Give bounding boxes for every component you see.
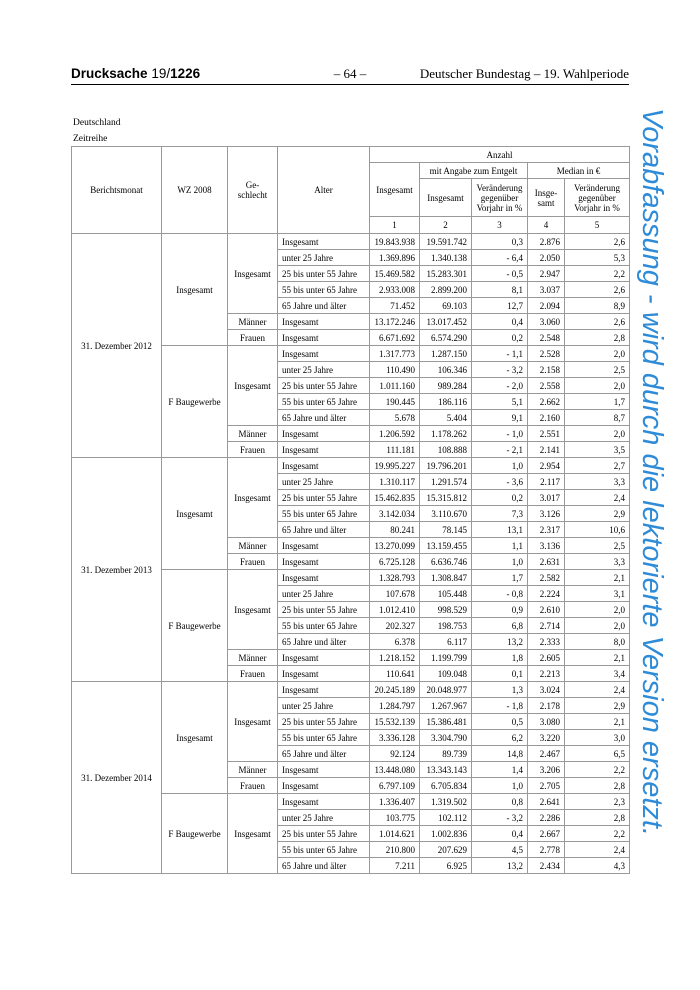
- value-cell: 2,2: [565, 762, 630, 778]
- value-cell: 14,8: [472, 746, 528, 762]
- value-cell: 1,7: [472, 570, 528, 586]
- value-cell: 2,8: [565, 810, 630, 826]
- value-cell: 2,9: [565, 698, 630, 714]
- gender-cell: Frauen: [228, 554, 278, 570]
- value-cell: 0,9: [472, 602, 528, 618]
- value-cell: 15.386.481: [420, 714, 472, 730]
- age-cell: Insgesamt: [278, 794, 370, 810]
- value-cell: 13.017.452: [420, 314, 472, 330]
- value-cell: 8,0: [565, 634, 630, 650]
- value-cell: 3.060: [528, 314, 565, 330]
- value-cell: 2.705: [528, 778, 565, 794]
- value-cell: 1.012.410: [370, 602, 420, 618]
- value-cell: 1.218.152: [370, 650, 420, 666]
- value-cell: - 0,8: [472, 586, 528, 602]
- value-cell: 103.775: [370, 810, 420, 826]
- value-cell: 3.110.670: [420, 506, 472, 522]
- value-cell: 5,3: [565, 250, 630, 266]
- gender-cell: Insgesamt: [228, 458, 278, 538]
- value-cell: 2.899.200: [420, 282, 472, 298]
- value-cell: 3.304.790: [420, 730, 472, 746]
- age-cell: 55 bis unter 65 Jahre: [278, 394, 370, 410]
- gender-cell: Insgesamt: [228, 234, 278, 314]
- value-cell: 109.048: [420, 666, 472, 682]
- value-cell: 1.291.574: [420, 474, 472, 490]
- value-cell: 2.434: [528, 858, 565, 874]
- age-cell: 65 Jahre und älter: [278, 634, 370, 650]
- value-cell: 207.629: [420, 842, 472, 858]
- age-cell: unter 25 Jahre: [278, 362, 370, 378]
- age-cell: 65 Jahre und älter: [278, 746, 370, 762]
- value-cell: 2,0: [565, 426, 630, 442]
- value-cell: 2.224: [528, 586, 565, 602]
- region-caption: Deutschland: [73, 118, 121, 128]
- value-cell: 6,5: [565, 746, 630, 762]
- col-number: 5: [565, 217, 630, 234]
- value-cell: 6.705.834: [420, 778, 472, 794]
- value-cell: 6.671.692: [370, 330, 420, 346]
- value-cell: 107.678: [370, 586, 420, 602]
- value-cell: 6.574.290: [420, 330, 472, 346]
- col-header-change1: Veränderung gegenüber Vorjahr in %: [472, 179, 528, 217]
- value-cell: 1.178.262: [420, 426, 472, 442]
- value-cell: 3.136: [528, 538, 565, 554]
- value-cell: 1.014.621: [370, 826, 420, 842]
- gender-cell: Männer: [228, 426, 278, 442]
- value-cell: 7,3: [472, 506, 528, 522]
- value-cell: 2.778: [528, 842, 565, 858]
- value-cell: 3.080: [528, 714, 565, 730]
- value-cell: 5,1: [472, 394, 528, 410]
- value-cell: 6.797.109: [370, 778, 420, 794]
- value-cell: 2.667: [528, 826, 565, 842]
- value-cell: 2.954: [528, 458, 565, 474]
- value-cell: 89.739: [420, 746, 472, 762]
- age-cell: 65 Jahre und älter: [278, 410, 370, 426]
- watermark-text: Vorabfassung - wird durch die lektorierte Version ersetzt.: [636, 108, 668, 837]
- value-cell: 13.448.080: [370, 762, 420, 778]
- value-cell: 6.725.128: [370, 554, 420, 570]
- gender-cell: Frauen: [228, 442, 278, 458]
- age-cell: Insgesamt: [278, 650, 370, 666]
- value-cell: 19.995.227: [370, 458, 420, 474]
- value-cell: 1.284.797: [370, 698, 420, 714]
- value-cell: 2.528: [528, 346, 565, 362]
- value-cell: 1.206.592: [370, 426, 420, 442]
- value-cell: 2,6: [565, 234, 630, 250]
- age-cell: Insgesamt: [278, 682, 370, 698]
- value-cell: 198.753: [420, 618, 472, 634]
- age-cell: Insgesamt: [278, 554, 370, 570]
- value-cell: 15.532.139: [370, 714, 420, 730]
- value-cell: 0,8: [472, 794, 528, 810]
- value-cell: 2.605: [528, 650, 565, 666]
- value-cell: 2,5: [565, 362, 630, 378]
- value-cell: 5.678: [370, 410, 420, 426]
- value-cell: 15.315.812: [420, 490, 472, 506]
- value-cell: 998.529: [420, 602, 472, 618]
- value-cell: 8,9: [565, 298, 630, 314]
- value-cell: 3,5: [565, 442, 630, 458]
- value-cell: 6.925: [420, 858, 472, 874]
- gender-cell: Frauen: [228, 330, 278, 346]
- age-cell: 55 bis unter 65 Jahre: [278, 282, 370, 298]
- table-body: [72, 234, 630, 874]
- value-cell: 1,1: [472, 538, 528, 554]
- value-cell: 2.178: [528, 698, 565, 714]
- value-cell: 0,2: [472, 330, 528, 346]
- value-cell: 102.112: [420, 810, 472, 826]
- age-cell: Insgesamt: [278, 234, 370, 250]
- value-cell: 6.636.746: [420, 554, 472, 570]
- value-cell: 2,0: [565, 346, 630, 362]
- value-cell: 2,0: [565, 618, 630, 634]
- value-cell: 1.308.847: [420, 570, 472, 586]
- value-cell: 1.011.160: [370, 378, 420, 394]
- age-cell: 25 bis unter 55 Jahre: [278, 266, 370, 282]
- value-cell: 190.445: [370, 394, 420, 410]
- value-cell: 8,1: [472, 282, 528, 298]
- gender-cell: Frauen: [228, 778, 278, 794]
- age-cell: Insgesamt: [278, 570, 370, 586]
- col-number: 4: [528, 217, 565, 234]
- value-cell: 3,3: [565, 554, 630, 570]
- gender-cell: Männer: [228, 762, 278, 778]
- value-cell: 108.888: [420, 442, 472, 458]
- gender-cell: Männer: [228, 650, 278, 666]
- month-cell: 31. Dezember 2014: [72, 682, 162, 874]
- age-cell: unter 25 Jahre: [278, 250, 370, 266]
- value-cell: 1,3: [472, 682, 528, 698]
- value-cell: 1,7: [565, 394, 630, 410]
- gender-cell: Insgesamt: [228, 794, 278, 874]
- age-cell: Insgesamt: [278, 314, 370, 330]
- table-header: [72, 147, 630, 234]
- value-cell: 15.469.582: [370, 266, 420, 282]
- value-cell: 3.126: [528, 506, 565, 522]
- age-cell: 55 bis unter 65 Jahre: [278, 730, 370, 746]
- value-cell: 3.024: [528, 682, 565, 698]
- value-cell: 1.340.138: [420, 250, 472, 266]
- age-cell: Insgesamt: [278, 778, 370, 794]
- value-cell: 989.284: [420, 378, 472, 394]
- col-header-insgesamt-short: Insge- samt: [528, 179, 565, 217]
- month-cell: 31. Dezember 2013: [72, 458, 162, 682]
- value-cell: 13,2: [472, 634, 528, 650]
- value-cell: 2,9: [565, 506, 630, 522]
- value-cell: 1.199.799: [420, 650, 472, 666]
- value-cell: 1.002.836: [420, 826, 472, 842]
- value-cell: 9,1: [472, 410, 528, 426]
- value-cell: 2.610: [528, 602, 565, 618]
- value-cell: 2.050: [528, 250, 565, 266]
- gender-cell: Männer: [228, 538, 278, 554]
- table-row: [72, 458, 630, 474]
- value-cell: 13,1: [472, 522, 528, 538]
- publisher: Deutscher Bundestag – 19. Wahlperiode: [419, 66, 629, 81]
- col-header-gender: Ge- schlecht: [228, 147, 278, 234]
- value-cell: 2.551: [528, 426, 565, 442]
- value-cell: 2,8: [565, 778, 630, 794]
- value-cell: 1,0: [472, 778, 528, 794]
- age-cell: 25 bis unter 55 Jahre: [278, 378, 370, 394]
- value-cell: 2,3: [565, 794, 630, 810]
- age-cell: Insgesamt: [278, 330, 370, 346]
- value-cell: 0,4: [472, 314, 528, 330]
- wz-cell: Insgesamt: [162, 234, 228, 346]
- value-cell: 1.287.150: [420, 346, 472, 362]
- value-cell: 2,6: [565, 282, 630, 298]
- col-header-change2: Veränderung gegenüber Vorjahr in %: [565, 179, 630, 217]
- age-cell: 55 bis unter 65 Jahre: [278, 842, 370, 858]
- value-cell: 2,5: [565, 538, 630, 554]
- age-cell: 25 bis unter 55 Jahre: [278, 602, 370, 618]
- value-cell: 3,0: [565, 730, 630, 746]
- value-cell: 202.327: [370, 618, 420, 634]
- age-cell: Insgesamt: [278, 426, 370, 442]
- value-cell: 15.283.301: [420, 266, 472, 282]
- gender-cell: Insgesamt: [228, 346, 278, 426]
- value-cell: 19.591.742: [420, 234, 472, 250]
- col-number: 1: [370, 217, 420, 234]
- value-cell: 2.548: [528, 330, 565, 346]
- data-table: [71, 146, 630, 874]
- wz-cell: F Baugewerbe: [162, 346, 228, 458]
- value-cell: 13.159.455: [420, 538, 472, 554]
- age-cell: Insgesamt: [278, 442, 370, 458]
- series-caption: Zeitreihe: [73, 134, 108, 144]
- value-cell: 1.317.773: [370, 346, 420, 362]
- value-cell: 20.245.189: [370, 682, 420, 698]
- value-cell: - 1,8: [472, 698, 528, 714]
- value-cell: - 6,4: [472, 250, 528, 266]
- gender-cell: Männer: [228, 314, 278, 330]
- value-cell: 111.181: [370, 442, 420, 458]
- value-cell: 5.404: [420, 410, 472, 426]
- col-header-mit-angabe: mit Angabe zum Entgelt: [420, 163, 528, 179]
- age-cell: 25 bis unter 55 Jahre: [278, 714, 370, 730]
- age-cell: Insgesamt: [278, 346, 370, 362]
- col-header-anzahl: Anzahl: [370, 147, 630, 163]
- value-cell: 92.124: [370, 746, 420, 762]
- col-header-wz: WZ 2008: [162, 147, 228, 234]
- value-cell: 1,8: [472, 650, 528, 666]
- value-cell: 3,1: [565, 586, 630, 602]
- value-cell: 2.467: [528, 746, 565, 762]
- value-cell: 3.220: [528, 730, 565, 746]
- age-cell: Insgesamt: [278, 666, 370, 682]
- table-row: [72, 682, 630, 698]
- value-cell: 2.117: [528, 474, 565, 490]
- value-cell: 3,3: [565, 474, 630, 490]
- page-header: [71, 66, 629, 84]
- value-cell: 2,8: [565, 330, 630, 346]
- value-cell: 1.369.896: [370, 250, 420, 266]
- value-cell: - 1,1: [472, 346, 528, 362]
- col-header-month: Berichtsmonat: [72, 147, 162, 234]
- value-cell: 2.582: [528, 570, 565, 586]
- value-cell: 78.145: [420, 522, 472, 538]
- col-number: 2: [420, 217, 472, 234]
- value-cell: 1.328.793: [370, 570, 420, 586]
- wz-cell: Insgesamt: [162, 682, 228, 794]
- value-cell: 1,0: [472, 458, 528, 474]
- age-cell: unter 25 Jahre: [278, 586, 370, 602]
- value-cell: 3.336.128: [370, 730, 420, 746]
- value-cell: 2.317: [528, 522, 565, 538]
- age-cell: unter 25 Jahre: [278, 810, 370, 826]
- value-cell: 1.319.502: [420, 794, 472, 810]
- value-cell: 210.800: [370, 842, 420, 858]
- value-cell: 2,0: [565, 602, 630, 618]
- value-cell: 2.213: [528, 666, 565, 682]
- age-cell: Insgesamt: [278, 538, 370, 554]
- value-cell: 13.270.099: [370, 538, 420, 554]
- value-cell: 6,2: [472, 730, 528, 746]
- gender-cell: Insgesamt: [228, 570, 278, 650]
- value-cell: 2,2: [565, 826, 630, 842]
- value-cell: 2.631: [528, 554, 565, 570]
- value-cell: 2.714: [528, 618, 565, 634]
- value-cell: 6,8: [472, 618, 528, 634]
- age-cell: 25 bis unter 55 Jahre: [278, 826, 370, 842]
- value-cell: 2.094: [528, 298, 565, 314]
- value-cell: - 3,2: [472, 362, 528, 378]
- value-cell: 13.172.246: [370, 314, 420, 330]
- value-cell: 2.876: [528, 234, 565, 250]
- value-cell: 2,4: [565, 682, 630, 698]
- age-cell: unter 25 Jahre: [278, 474, 370, 490]
- gender-cell: Frauen: [228, 666, 278, 682]
- value-cell: 10,6: [565, 522, 630, 538]
- age-cell: 65 Jahre und älter: [278, 522, 370, 538]
- value-cell: 2,6: [565, 314, 630, 330]
- value-cell: 3.142.034: [370, 506, 420, 522]
- value-cell: 69.103: [420, 298, 472, 314]
- value-cell: 1.336.407: [370, 794, 420, 810]
- age-cell: unter 25 Jahre: [278, 698, 370, 714]
- value-cell: 2.141: [528, 442, 565, 458]
- value-cell: 2,2: [565, 266, 630, 282]
- value-cell: 80.241: [370, 522, 420, 538]
- page-number: – 64 –: [333, 66, 367, 81]
- value-cell: - 3,2: [472, 810, 528, 826]
- age-cell: 65 Jahre und älter: [278, 298, 370, 314]
- drucksache-label: Drucksache 19/1226: [71, 66, 201, 81]
- col-header-total: Insgesamt: [370, 163, 420, 217]
- value-cell: 2,1: [565, 714, 630, 730]
- value-cell: 0,3: [472, 234, 528, 250]
- month-cell: 31. Dezember 2012: [72, 234, 162, 458]
- col-header-median: Median in €: [528, 163, 630, 179]
- wz-cell: F Baugewerbe: [162, 570, 228, 682]
- value-cell: 2.947: [528, 266, 565, 282]
- value-cell: 3,4: [565, 666, 630, 682]
- value-cell: 19.796.201: [420, 458, 472, 474]
- age-cell: 55 bis unter 65 Jahre: [278, 618, 370, 634]
- value-cell: 2.662: [528, 394, 565, 410]
- value-cell: 7.211: [370, 858, 420, 874]
- value-cell: 2,0: [565, 378, 630, 394]
- col-header-insgesamt2: Insgesamt: [420, 179, 472, 217]
- value-cell: 110.641: [370, 666, 420, 682]
- col-number: 3: [472, 217, 528, 234]
- wz-cell: F Baugewerbe: [162, 794, 228, 874]
- value-cell: 4,3: [565, 858, 630, 874]
- value-cell: 2.641: [528, 794, 565, 810]
- age-cell: Insgesamt: [278, 458, 370, 474]
- col-header-age: Alter: [278, 147, 370, 234]
- age-cell: 55 bis unter 65 Jahre: [278, 506, 370, 522]
- value-cell: 1,4: [472, 762, 528, 778]
- gender-cell: Insgesamt: [228, 682, 278, 762]
- value-cell: - 2,1: [472, 442, 528, 458]
- value-cell: 2.158: [528, 362, 565, 378]
- wz-cell: Insgesamt: [162, 458, 228, 570]
- age-cell: 25 bis unter 55 Jahre: [278, 490, 370, 506]
- value-cell: 2,4: [565, 490, 630, 506]
- value-cell: 1.310.117: [370, 474, 420, 490]
- value-cell: 2.558: [528, 378, 565, 394]
- value-cell: 3.037: [528, 282, 565, 298]
- value-cell: 0,4: [472, 826, 528, 842]
- table-row: [72, 234, 630, 250]
- value-cell: 105.448: [420, 586, 472, 602]
- value-cell: 2.933.008: [370, 282, 420, 298]
- value-cell: 12,7: [472, 298, 528, 314]
- value-cell: 2,1: [565, 650, 630, 666]
- value-cell: 0,5: [472, 714, 528, 730]
- value-cell: 13,2: [472, 858, 528, 874]
- value-cell: 20.048.977: [420, 682, 472, 698]
- value-cell: - 0,5: [472, 266, 528, 282]
- value-cell: 2.160: [528, 410, 565, 426]
- value-cell: 186.116: [420, 394, 472, 410]
- value-cell: 2,1: [565, 570, 630, 586]
- value-cell: - 3,6: [472, 474, 528, 490]
- value-cell: 71.452: [370, 298, 420, 314]
- value-cell: - 2,0: [472, 378, 528, 394]
- value-cell: 6.378: [370, 634, 420, 650]
- value-cell: 8,7: [565, 410, 630, 426]
- value-cell: 2,7: [565, 458, 630, 474]
- value-cell: 0,2: [472, 490, 528, 506]
- value-cell: - 1,0: [472, 426, 528, 442]
- value-cell: 2,4: [565, 842, 630, 858]
- age-cell: Insgesamt: [278, 762, 370, 778]
- value-cell: 106.346: [420, 362, 472, 378]
- value-cell: 2.286: [528, 810, 565, 826]
- value-cell: 110.490: [370, 362, 420, 378]
- value-cell: 3.017: [528, 490, 565, 506]
- value-cell: 2.333: [528, 634, 565, 650]
- value-cell: 4,5: [472, 842, 528, 858]
- value-cell: 13.343.143: [420, 762, 472, 778]
- value-cell: 19.843.938: [370, 234, 420, 250]
- header-rule: [71, 84, 629, 85]
- value-cell: 3.206: [528, 762, 565, 778]
- value-cell: 6.117: [420, 634, 472, 650]
- value-cell: 0,1: [472, 666, 528, 682]
- age-cell: 65 Jahre und älter: [278, 858, 370, 874]
- value-cell: 15.462.835: [370, 490, 420, 506]
- value-cell: 1,0: [472, 554, 528, 570]
- value-cell: 1.267.967: [420, 698, 472, 714]
